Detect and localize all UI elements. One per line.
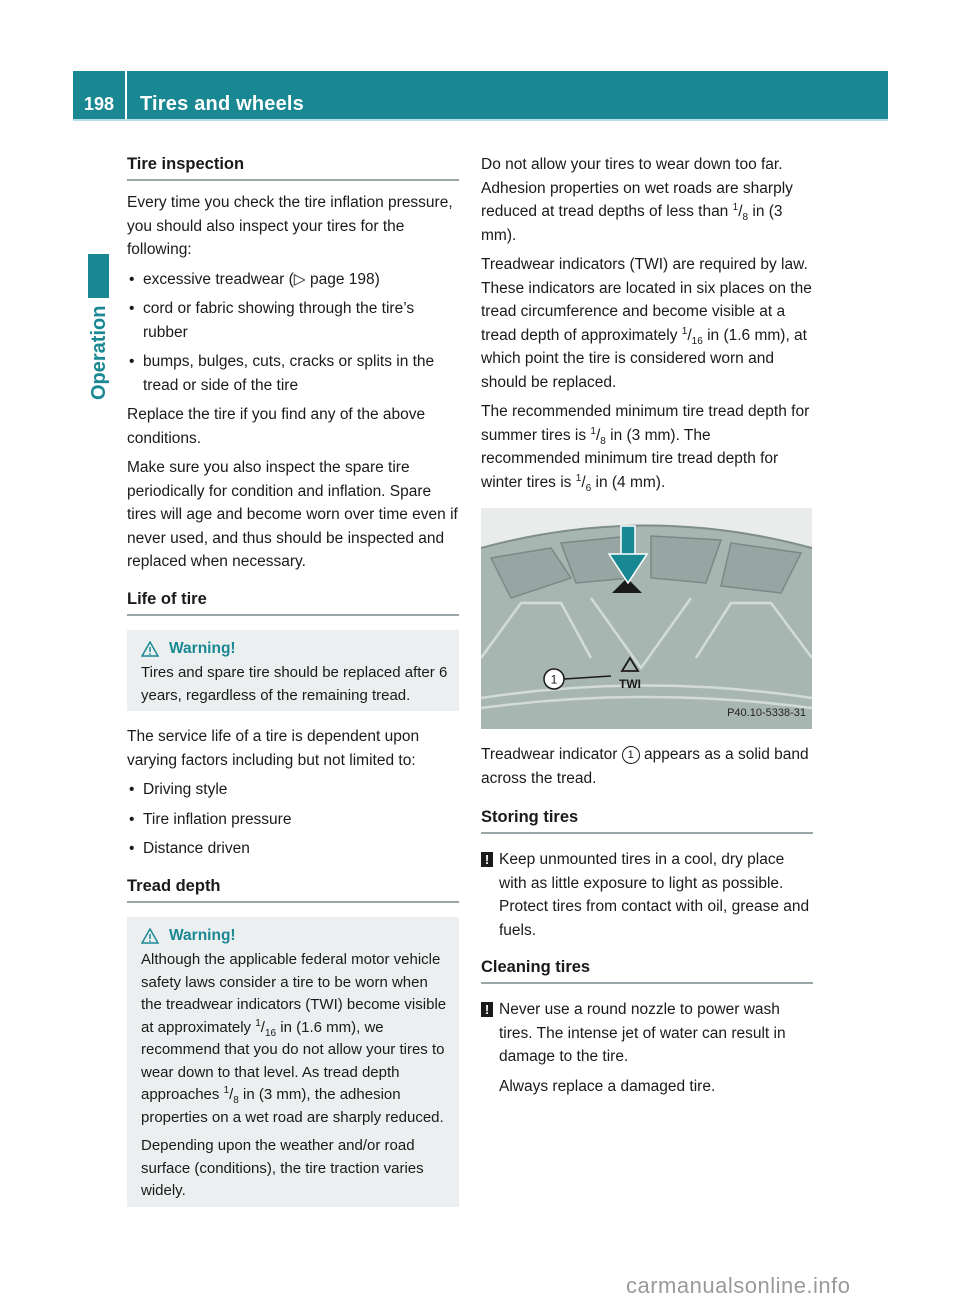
section-cleaning-tires	[481, 956, 813, 1098]
paragraph: Make sure you also inspect the spare tire periodically for condition and inflation. Spare tires will age and become worn over time even if never used, and thus should be inspected and replaced when necessary.	[127, 459, 458, 570]
text-run: appears as a solid band across the tread.	[481, 746, 809, 787]
figure-code: P40.10-5338-31	[727, 706, 806, 719]
figure-callout: 1	[550, 672, 558, 687]
fraction-denominator: 6	[585, 482, 592, 494]
fraction-denominator: 8	[600, 435, 606, 447]
exclamation-icon: !	[481, 852, 493, 867]
fraction: $^1/_{16}$	[681, 325, 703, 347]
paragraph: Replace the tire if you find any of the above conditions.	[127, 406, 426, 447]
twi-label: TWI	[619, 677, 641, 691]
bullet-text: cord or fabric showing through the tire’s rubber	[143, 300, 415, 341]
warning-box	[127, 630, 459, 712]
header-underline	[73, 119, 888, 121]
page-header	[73, 71, 888, 121]
section-storing-tires	[481, 806, 813, 942]
fraction: $^1/_8$	[223, 1085, 239, 1106]
watermark: carmanualsonline.info	[626, 1273, 851, 1298]
paragraph: Every time you check the tire inflation pressure, you should also inspect your tires for the following:	[127, 194, 453, 258]
list-item	[127, 778, 459, 802]
warning-title: Warning!	[169, 639, 236, 657]
list-item	[127, 808, 459, 832]
warning-triangle-icon	[141, 641, 159, 657]
text-run: in (3 mm). The recommended minimum tire tread depth for winter tires is	[481, 426, 779, 491]
note-text: Always replace a damaged tire.	[499, 1077, 716, 1095]
paragraph	[481, 253, 813, 394]
bullet-text: bumps, bulges, cuts, cracks or splits in the tread or side of the tire	[143, 353, 435, 394]
tire-tread-illustration	[481, 508, 812, 729]
fraction: $^1/_{16}$	[255, 1017, 277, 1039]
fraction-numerator: 1	[590, 425, 596, 437]
text-run: The recommended minimum tire tread depth for summer tires is	[481, 403, 810, 444]
left-column	[127, 153, 459, 1221]
fraction-denominator: 16	[264, 1027, 277, 1039]
note-text: Keep unmounted tires in a cool, dry place with as little exposure to light as possible. Protect tires from contact with oil, grease and fuels.	[499, 851, 810, 939]
text-run: Although the applicable federal motor vehicle safety laws consider a tire to be worn when the treadwear indicators (TWI) become visible at approximately	[141, 951, 447, 1036]
text-run: Treadwear indicator	[481, 746, 622, 763]
text-run: in (1.6 mm), at which point the tire is considered worn and should be replaced.	[481, 326, 807, 391]
list-item	[127, 268, 459, 292]
fraction: $^1/_8$	[590, 425, 606, 447]
text-run: in (3 mm), the adhesion properties on a wet road are sharply reduced.	[141, 1086, 444, 1126]
section-tab-marker	[88, 254, 109, 298]
warning-text: Tires and spare tire should be replaced after 6 years, regardless of the remaining tread.	[141, 664, 448, 704]
fraction-numerator: 1	[732, 201, 739, 213]
figure-caption	[481, 743, 813, 790]
warning-triangle-icon	[141, 928, 159, 944]
text-run: in (3 mm).	[481, 203, 783, 244]
warning-title: Warning!	[169, 926, 236, 944]
caution-note	[481, 998, 813, 1098]
right-column	[481, 153, 813, 1112]
fraction-numerator: 1	[681, 325, 688, 337]
fraction: $^1/_6$	[575, 472, 592, 494]
heading-storing-tires: Storing tires	[481, 806, 813, 834]
heading-cleaning-tires: Cleaning tires	[481, 956, 813, 984]
bullet-text: Driving style	[143, 781, 228, 798]
fraction: $^1/_8$	[732, 201, 749, 224]
list-item	[127, 297, 459, 344]
text-run: Treadwear indicators (TWI) are required by law. These indicators are located in six places on the tread circumference and become visible at a tread depth of approximately	[481, 256, 812, 344]
warning-box	[127, 917, 459, 1207]
paragraph	[481, 400, 813, 494]
section-tread-depth	[127, 875, 459, 1207]
list-item	[127, 350, 459, 397]
fraction-denominator: 8	[742, 212, 749, 224]
chapter-title: Tires and wheels	[140, 93, 305, 115]
fraction-numerator: 1	[255, 1017, 261, 1029]
caution-note	[481, 848, 813, 942]
bullet-text: Distance driven	[143, 840, 250, 857]
heading-life-of-tire: Life of tire	[127, 588, 459, 616]
warning-text	[141, 949, 451, 1129]
warning-text: Depending upon the weather and/or road surface (conditions), the tire traction varies widely.	[141, 1137, 424, 1199]
heading-tire-inspection: Tire inspection	[127, 153, 459, 181]
tire-tread-image	[481, 508, 812, 729]
list-item	[127, 837, 459, 861]
paragraph	[481, 153, 813, 247]
bullet-text[interactable]: excessive treadwear (▷ page 198)	[143, 270, 380, 288]
text-run: in (4 mm).	[591, 473, 666, 491]
bullet-text: Tire inflation pressure	[143, 810, 292, 828]
callout-number-icon: 1	[622, 746, 640, 764]
fraction-numerator: 1	[575, 472, 582, 484]
page-number: 198	[83, 94, 115, 114]
text-run: Do not allow your tires to wear down too far. Adhesion properties on wet roads are sharply reduced at tread depths of less than	[481, 156, 793, 220]
text-run: in (1.6 mm), we recommend that you do not allow your tires to wear down to that level. As tread depth approaches	[141, 1018, 445, 1103]
exclamation-icon: !	[481, 1002, 493, 1017]
heading-tread-depth: Tread depth	[127, 875, 459, 903]
fraction-denominator: 16	[691, 335, 703, 347]
section-tab-label: Operation	[88, 305, 110, 400]
fraction-denominator: 8	[233, 1095, 239, 1106]
header-separator	[125, 71, 127, 121]
section-tire-inspection	[127, 153, 459, 574]
note-text: Never use a round nozzle to power wash tires. The intense jet of water can result in damage to the tire.	[499, 1001, 786, 1065]
paragraph: The service life of a tire is dependent upon varying factors including but not limited to:	[127, 728, 420, 769]
section-life-of-tire	[127, 588, 459, 861]
fraction-numerator: 1	[223, 1085, 230, 1096]
